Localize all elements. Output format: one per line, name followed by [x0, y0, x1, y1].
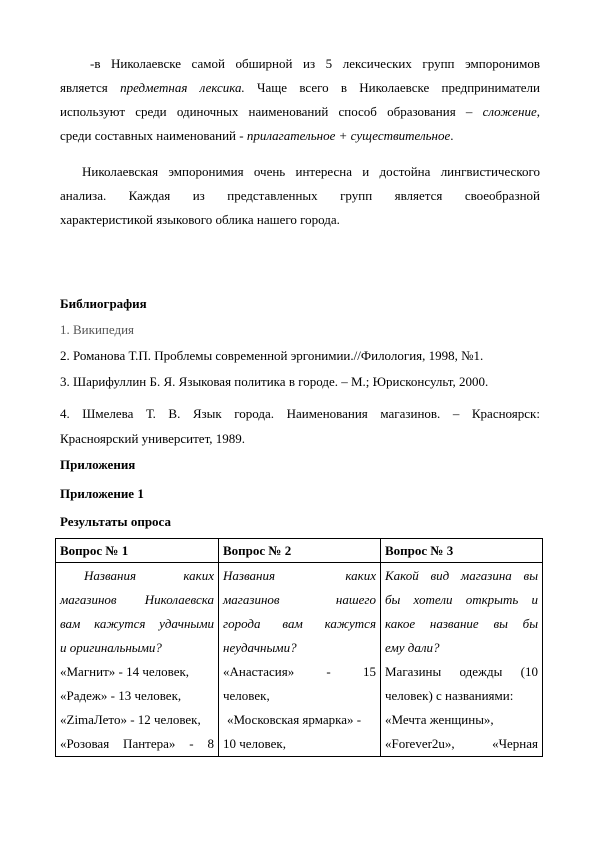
bibliography-line: Красноярский университет, 1989. — [60, 431, 246, 446]
paragraph-emporonyms-summary — [60, 52, 540, 148]
question-line: ему дали? — [385, 640, 440, 655]
question-line: Какой вид магазина вы — [385, 568, 538, 583]
answer-line: Магазины одежды (10 — [385, 664, 538, 679]
answer-text — [60, 660, 214, 756]
table-cell-q3 — [381, 563, 543, 757]
table-cell-q2 — [219, 563, 381, 757]
paragraph-conclusion — [60, 160, 540, 232]
emphasis: сложение — [482, 104, 537, 119]
question-line: вам кажутся удачными — [60, 616, 214, 631]
answer-line: «Мечта женщины», — [385, 712, 494, 727]
question-line: и оригинальными? — [60, 640, 162, 655]
question-text — [60, 564, 214, 660]
emphasis: прилагательное + существительное — [246, 128, 451, 143]
paragraph-line: характеристикой языкового облика нашего города. — [60, 212, 340, 227]
question-line: города вам кажутся — [223, 616, 376, 631]
answer-line: «Анастасия» - 15 — [223, 664, 376, 679]
table-header-q1: Вопрос № 1 — [56, 539, 219, 563]
emphasis: предметная лексика. — [120, 80, 245, 95]
table-cell-q1 — [56, 563, 219, 757]
answer-line: «Московская ярмарка» - — [227, 712, 362, 727]
survey-results-heading: Результаты опроса — [60, 514, 171, 529]
answer-line: «Радеж» - 13 человек, — [60, 688, 182, 703]
survey-results-table — [55, 538, 543, 757]
question-line: Названия каких — [84, 568, 214, 583]
answer-text — [385, 660, 538, 756]
answer-line: «Розовая Пантера» - 8 — [60, 736, 214, 751]
paragraph-line: -в Николаевске самой обширной из 5 лексических групп эмпоронимов — [90, 56, 540, 71]
paragraph-line: является предметная лексика. Чаще всего в Николаевске предприниматели — [60, 80, 540, 95]
answer-line: человек, — [223, 688, 270, 703]
appendix-1-heading: Приложение 1 — [60, 486, 144, 501]
question-line: неудачными? — [223, 640, 297, 655]
question-text — [223, 564, 376, 660]
answer-line: «ZimaЛето» - 12 человек, — [60, 712, 201, 727]
table-header-q3: Вопрос № 3 — [381, 539, 543, 563]
answer-line: человек) с названиями: — [385, 688, 514, 703]
bibliography-heading: Библиография — [60, 296, 147, 311]
bibliography-item: 3. Шарифуллин Б. Я. Языковая политика в городе. – М.; Юрисконсульт, 2000. — [60, 374, 489, 389]
answer-line: 10 человек, — [223, 736, 286, 751]
question-line: какое название вы бы — [385, 616, 538, 631]
paragraph-line: анализа. Каждая из представленных групп является своеобразной — [60, 188, 540, 203]
question-line: Названия каких — [223, 568, 376, 583]
paragraph-line: среди составных наименований - прилагательное + существительное. — [60, 128, 454, 143]
paragraph-line: Николаевская эмпоронимия очень интересна и достойна лингвистического — [82, 164, 540, 179]
answer-line: «Магнит» - 14 человек, — [60, 664, 190, 679]
question-line: бы хотели открыть и — [385, 592, 538, 607]
bibliography-line: 4. Шмелева Т. В. Язык города. Наименования магазинов. – Красноярск: — [60, 406, 540, 421]
question-line: магазинов Николаевска — [60, 592, 214, 607]
bibliography-item: 2. Романова Т.П. Проблемы современной эргонимии.//Филология, 1998, №1. — [60, 348, 484, 363]
question-line: магазинов нашего — [223, 592, 376, 607]
table-row — [56, 563, 543, 757]
bibliography-item — [60, 401, 540, 451]
answer-line: «Forever2u», «Черная — [385, 736, 538, 751]
table-header-q2: Вопрос № 2 — [219, 539, 381, 563]
appendices-heading: Приложения — [60, 457, 136, 472]
bibliography-item: 1. Википедия — [60, 322, 135, 337]
question-text — [385, 564, 538, 660]
answer-text — [223, 660, 376, 756]
table-header-row — [56, 539, 543, 563]
paragraph-line: используют среди одиночных наименований способ образования – сложение, — [60, 104, 540, 119]
